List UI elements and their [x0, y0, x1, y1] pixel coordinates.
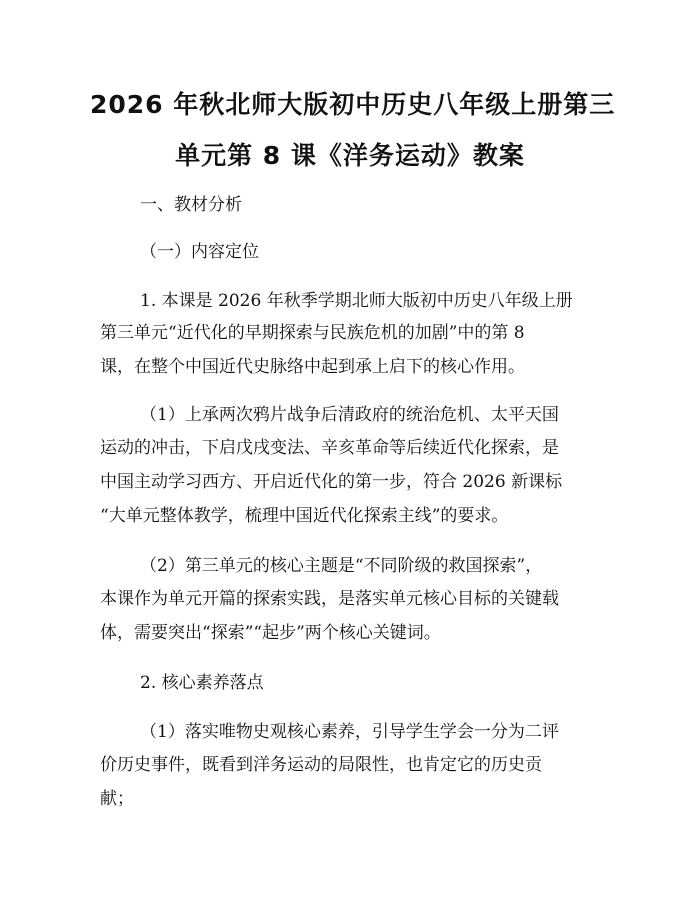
paragraph-3-line-3: 体，需要突出“探索”“起步”两个核心关键词。 — [100, 623, 441, 643]
paragraph-2-line-3: 中国主动学习西方、开启近代化的第一步，符合 2026 新课标 — [100, 472, 563, 492]
paragraph-1-line-3: 课，在整个中国近代史脉络中起到承上启下的核心作用。 — [100, 357, 525, 377]
paragraph-2-line-1: （1）上承两次鸦片战争后清政府的统治危机、太平天国 — [140, 405, 559, 425]
subsection-heading-content-positioning: （一）内容定位 — [140, 242, 259, 262]
paragraph-2-line-2: 运动的冲击，下启戊戌变法、辛亥革命等后续近代化探索，是 — [100, 438, 559, 458]
document-title-line-2: 单元第 8 课《洋务运动》教案 — [175, 141, 525, 170]
paragraph-1-line-2: 第三单元“近代化的早期探索与民族危机的加剧”中的第 8 — [100, 323, 525, 343]
paragraph-2-line-4: “大单元整体教学，梳理中国近代化探索主线”的要求。 — [100, 506, 509, 526]
paragraph-3-line-1: （2）第三单元的核心主题是“不同阶级的救国探索”， — [140, 556, 543, 576]
paragraph-4-line-1: （1）落实唯物史观核心素养，引导学生学会一分为二评 — [140, 722, 559, 742]
section-heading-core-literacy: 2. 核心素养落点 — [140, 673, 264, 693]
paragraph-4-line-2: 价历史事件，既看到洋务运动的局限性，也肯定它的历史贡 — [100, 755, 542, 775]
paragraph-4-line-3: 献； — [100, 789, 134, 809]
document-title-line-1: 2026 年秋北师大版初中历史八年级上册第三 — [90, 90, 616, 119]
paragraph-1-line-1: 1. 本课是 2026 年秋季学期北师大版初中历史八年级上册 — [140, 291, 573, 311]
section-heading-teaching-material-analysis: 一、教材分析 — [140, 195, 242, 215]
paragraph-3-line-2: 本课作为单元开篇的探索实践，是落实单元核心目标的关键载 — [100, 589, 559, 609]
